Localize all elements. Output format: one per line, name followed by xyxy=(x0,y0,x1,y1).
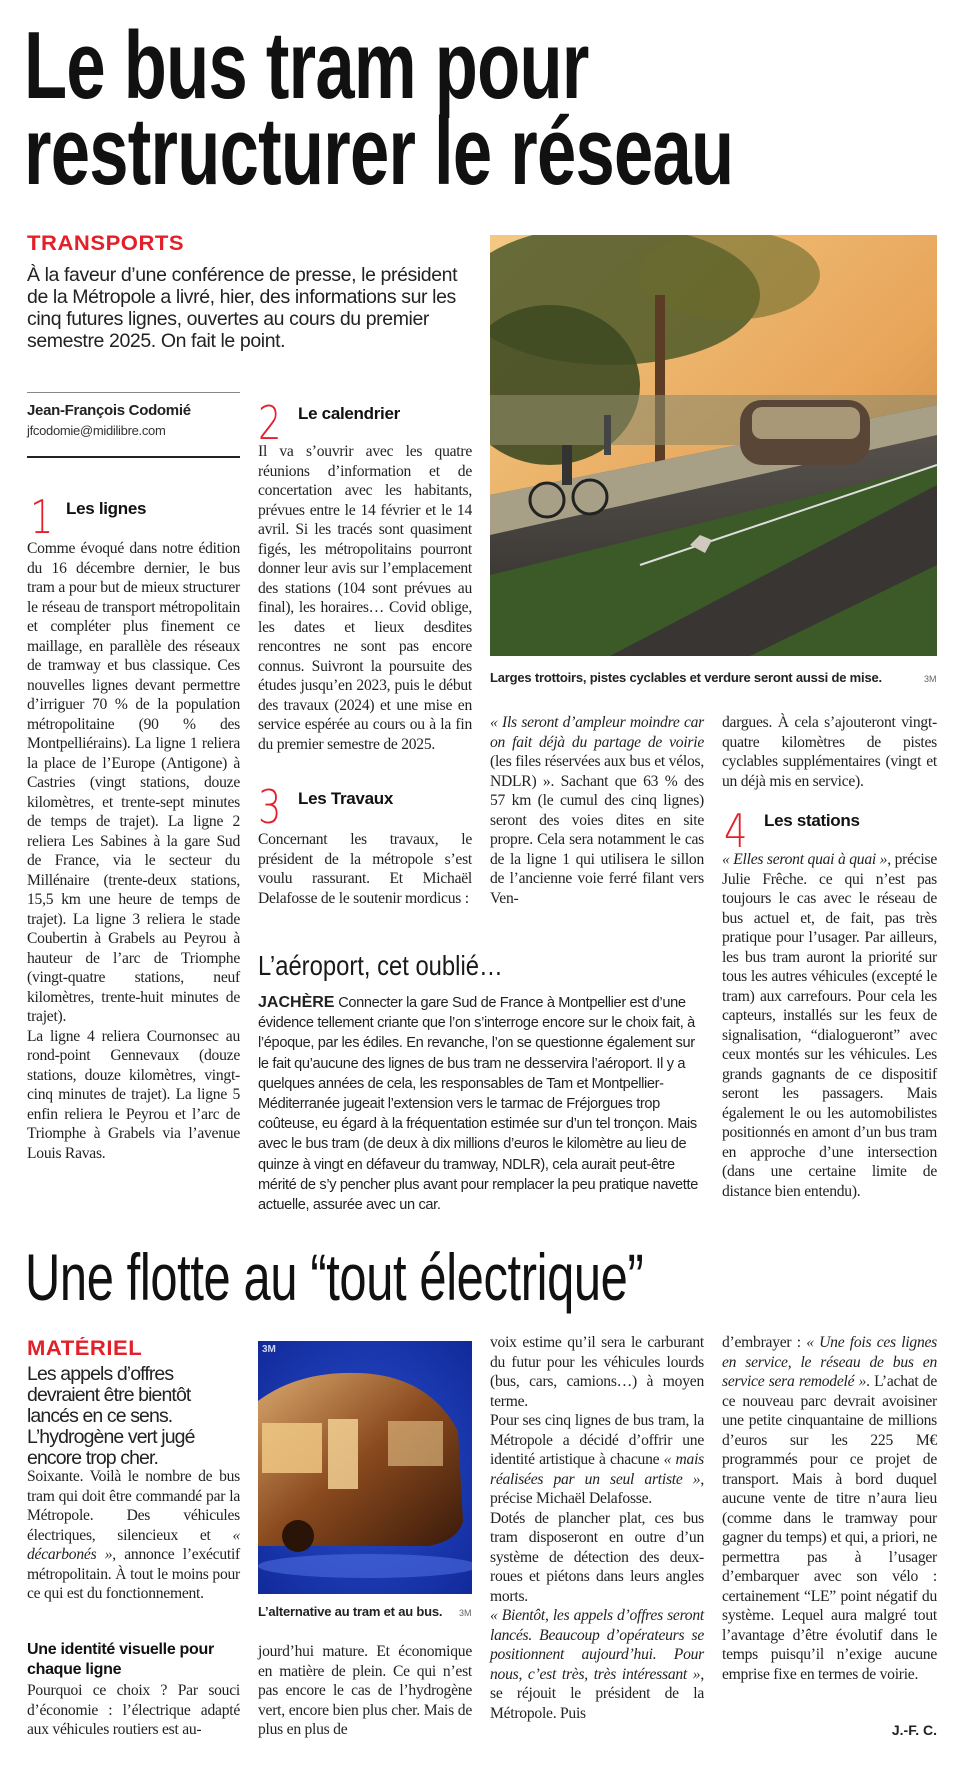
section-title-lines: Les lignes xyxy=(66,499,147,518)
bus-tram-street-illustration xyxy=(490,235,937,656)
author-signature: J.-F. C. xyxy=(891,1722,937,1738)
section-4-body xyxy=(722,850,937,1201)
text-run: , annonce l’exécutif métropolitain. À tout le moins pour ce qui est du fonctionnement. xyxy=(27,1546,240,1602)
paragraph xyxy=(490,1606,704,1723)
paragraph xyxy=(27,1467,240,1604)
text-run: Pour ses cinq lignes de bus tram, la Métropole a décidé d’offrir une identité artistique à chacune xyxy=(490,1412,704,1468)
text-run: voix estime qu’il sera le carburant du futur pour les véhicules lourds (bus, cars, camions…) à moyen terme. xyxy=(490,1334,704,1410)
text-run: (les files réservées aux bus et vélos, NDLR) ». Sachant que 63 % des 57 km (le cumul des cinq lignes) seront des voies dites en site propre. Cela sera notamment le cas de la ligne 1 qui utilisera le sillon de l’ancienne voie ferré filant vers Ven- xyxy=(490,753,704,907)
fleet-body-4 xyxy=(490,1333,704,1723)
street-photo xyxy=(490,235,937,656)
paragraph xyxy=(27,1681,240,1740)
quote-text: « Ils seront d’ampleur moindre car on fait déjà du partage de voirie xyxy=(490,714,704,751)
paragraph xyxy=(490,713,704,908)
paragraph xyxy=(27,539,240,1027)
text-run: , précise Julie Frêche. ce qui n’est pas toujours le cas avec le réseau de bus actuel et, de fait, pas très pratique pour l’usager. Par ailleurs, les bus tram auront la priorité sur tous les autres véhicules (excepté le tram) aux carrefours. Pour cela les capteurs, installés sur les feux de signalisation, “dialogueront” avec ceux montés sur les véhicules. Les grands gagnants de ce dispositif seront les passagers. Mais également le ou les automobilistes positionnés en amont d’un bus tram en approche d’une intersection (dans une certaine limite de distance bien entendu). xyxy=(722,851,937,1200)
text-run: Il va s’ouvrir avec les quatre réunions d’information et de concertation avec les habitants, prévues entre le 14 février et le 14 avril. Si les tracés sont quasiment figés, les métropolitains pourront donner leur avis sur l’emplacement des stations (104 sont prévues au final), les horaires… Covid oblige, les dates et lieux desdites rencontres ne sont pas encore connus. Suivront la poursuite des études jusqu’en 2023, puis le début des travaux (2024) et une mise en service espérée au cours ou à la fin du premier semestre de 2025. xyxy=(258,443,472,753)
quote-text: « Une fois ces lignes en service, le réseau de bus en service sera remodelé » xyxy=(722,1334,938,1390)
bus-photo xyxy=(258,1341,472,1594)
headline-line-2: restructurer le réseau xyxy=(24,98,734,205)
quote-text: « mais réalisées par un seul artiste » xyxy=(490,1451,705,1488)
fleet-body-1 xyxy=(27,1467,240,1604)
text-run: La ligne 4 reliera Cournonsec au rond-point Gennevaux (douze stations, douze kilomètres, vingt-cinq minutes de trajet). La ligne 5 enfin reliera le Peyrou et l’arc de Triomphe à Grabels via l’avenue Louis Ravas. xyxy=(27,1027,240,1162)
section-1-body xyxy=(27,539,240,1163)
paragraph xyxy=(258,1642,472,1740)
byline-bottom-rule xyxy=(27,456,240,458)
paragraph xyxy=(722,1333,937,1684)
section-title-calendar: Le calendrier xyxy=(298,404,400,423)
section-3-body xyxy=(258,830,472,908)
quote-text: « décarbonés » xyxy=(27,1526,240,1563)
section-label-2: MATÉRIEL xyxy=(27,1337,143,1360)
text-run: , précise Michaël Delafosse. xyxy=(490,1470,704,1507)
quote-text: « Bientôt, les appels d’offres seront lancés. Beaucoup d’opérateurs se positionnent aujourd’hui. Pour nous, c’est très, très intéressant » xyxy=(490,1607,704,1683)
photo1-credit: 3M xyxy=(924,674,937,684)
paragraph xyxy=(490,1411,704,1509)
section-3-body-end xyxy=(722,713,937,791)
airport-body xyxy=(258,993,706,1215)
lead-paragraph-2: Les appels d’offres devraient être bientôt lancés en ce sens. L’hydrogène vert jugé encore trop cher. xyxy=(27,1363,195,1469)
text-run: , se réjouit le président de la Métropole. Puis xyxy=(490,1665,704,1722)
section-number-1: 1 xyxy=(30,490,54,544)
paragraph xyxy=(722,713,937,791)
photo1-caption: Larges trottoirs, pistes cyclables et verdure seront aussi de mise. xyxy=(490,670,882,685)
section-number-4: 4 xyxy=(724,804,748,858)
paragraph xyxy=(258,442,472,754)
paragraph xyxy=(722,850,937,1201)
photo2-credit: 3M xyxy=(459,1608,472,1618)
paragraph xyxy=(258,830,472,908)
lead-paragraph: À la faveur d’une conférence de presse, le président de la Métropole a livré, hier, des informations sur les cinq futures lignes, ouvertes au cours du premier semestre 2025. On fait le point. xyxy=(27,264,458,352)
fleet-body-3 xyxy=(258,1642,472,1740)
paragraph xyxy=(27,1027,240,1164)
paragraph xyxy=(490,1509,704,1607)
fleet-body-2 xyxy=(27,1681,240,1740)
text-run: . L’achat de ce nouveau parc devrait avoisiner une petite cinquantaine de millions d’euros sur les 225 M€ programmés pour ce projet de transport. Mais à bord duquel aucune vente de titre n’aura lieu (comme dans le tramway pour gagner du temps) et qui, a priori, ne permettra pas à l’usager d’embarquer avec son vélo : certainement “LE” point négatif du système. Lequel aura malgré tout l’avantage d’être évolutif dans le temps puisqu’il n’exige aucune emprise fixe en termes de voirie. xyxy=(722,1373,937,1683)
text-run: Soixante. Voilà le nombre de bus tram qui doit être commandé par la Métropole. Des véhicules électriques, silencieux et xyxy=(27,1468,240,1544)
section-title-stations: Les stations xyxy=(764,811,860,830)
text-run: Comme évoqué dans notre édition du 16 décembre dernier, le bus tram a pour but de mieux structurer le réseau de transport métropolitain et compléter plus finement ce maillage, en parallèle des réseaux de tramway et bus classique. Ces nouvelles lignes devant permettre d’irriguer 70 % de la population métropolitaine (90 % des Montpelliérains). La ligne 1 reliera la place de l’Europe (Antigone) à Castries (vingt stations, douze kilomètres, et trente-sept minutes de temps de trajet). La ligne 2 reliera Les Sabines à la gare Sud de France, via le secteur du Millénaire (trente-deux stations, 15,5 km une heure de temps de trajet). La ligne 3 reliera le stade Coubertin à Grabels au Peyrou à hauteur de l’arc de Triomphe (vingt-quatre stations, neuf kilomètres, trente-huit minutes de trajet). xyxy=(27,540,240,1025)
section-label: TRANSPORTS xyxy=(27,232,185,255)
airport-text: Connecter la gare Sud de France à Montpellier est d’une évidence tellement criante que l’on s’interroge encore sur le choix fait, à l’époque, par les édiles. En revanche, l’on se questionne également sur le fait qu’aucune des lignes de bus tram ne desservira l’aéroport. Il y a quelques années de cela, les responsables de Tam et Montpellier-Méditerranée jugeait l’extension vers le tarmac de Fréjorgues trop coûteuse, eu égard à la fréquentation estimée sur d’un tel tronçon. Mais avec le bus tram (de deux à dix millions d’euros le kilomètre au lieu de quinze à vingt en défaveur du tramway, NDLR), cela aurait peut-être mérité de s’y pencher plus avant pour remplacer la peu pratique navette actuelle, assurée avec un car. xyxy=(258,995,698,1214)
headline-2: Une flotte au “tout électrique” xyxy=(25,1240,644,1314)
text-run: Pourquoi ce choix ? Par souci d’économie : l’électrique adapté aux véhicules routiers est au- xyxy=(27,1682,240,1738)
electric-bus-illustration xyxy=(258,1341,472,1594)
airport-kicker: JACHÈRE xyxy=(258,994,335,1011)
section-title-works: Les Travaux xyxy=(298,789,393,808)
fleet-body-5 xyxy=(722,1333,937,1684)
text-run: d’embrayer : xyxy=(722,1334,807,1351)
section-2-body xyxy=(258,442,472,754)
quote-text: « Elles seront quai à quai » xyxy=(722,851,888,868)
text-run: jourd’hui mature. Et économique en matière de plein. Ce qui n’est pas encore le cas de l’hydrogène vert, encore bien plus cher. Mais de plus en plus de xyxy=(258,1643,472,1738)
section-number-3: 3 xyxy=(258,780,282,834)
author-email[interactable]: jfcodomie@midilibre.com xyxy=(27,423,166,438)
section-3-body-continued xyxy=(490,713,704,908)
paragraph xyxy=(490,1333,704,1411)
byline-top-rule xyxy=(27,392,240,393)
airport-title: L’aéroport, cet oublié… xyxy=(258,950,503,981)
section-number-2: 2 xyxy=(258,396,282,450)
headline-line-1: Le bus tram pour xyxy=(24,12,589,119)
photo2-caption: L’alternative au tram et au bus. xyxy=(258,1604,443,1619)
text-run: Dotés de plancher plat, ces bus tram disposeront en outre d’un système de détection des deux-roues et piétons dans leurs angles morts. xyxy=(490,1509,704,1605)
fleet-subhead: Une identité visuelle pour chaque ligne xyxy=(27,1641,214,1678)
photo2-watermark: 3M xyxy=(262,1344,276,1355)
author-name: Jean-François Codomié xyxy=(27,402,191,419)
text-run: dargues. À cela s’ajouteront vingt-quatre kilomètres de pistes cyclables supplémentaires (vingt et un déjà mis en service). xyxy=(722,714,937,790)
text-run: Concernant les travaux, le président de la métropole s’est voulu rassurant. Et Michaël Delafosse de le soutenir mordicus : xyxy=(258,831,472,907)
